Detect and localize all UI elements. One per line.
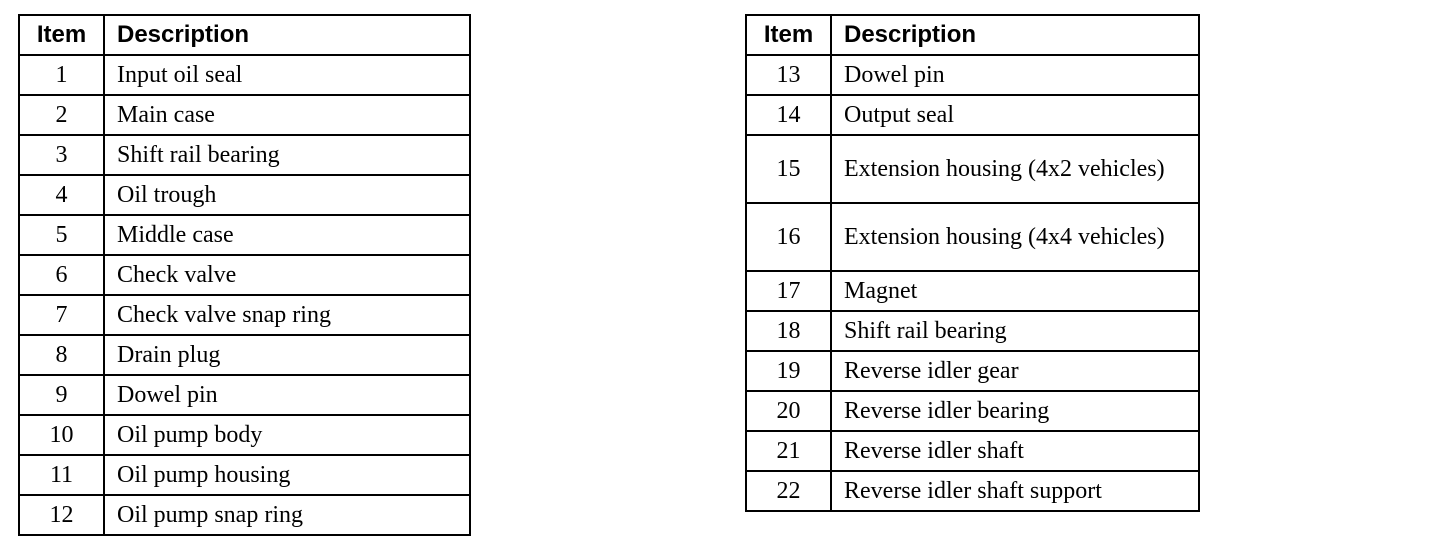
table-row [746,55,1199,95]
table-row [19,255,470,295]
item-description: Extension housing (4x4 vehicles) [831,203,1199,271]
item-description: Oil trough [104,175,470,215]
table-row [19,215,470,255]
item-description: Oil pump body [104,415,470,455]
item-number: 20 [746,391,831,431]
table-row [746,351,1199,391]
table-row [746,95,1199,135]
table-row [746,471,1199,511]
item-number: 18 [746,311,831,351]
item-number: 5 [19,215,104,255]
item-description: Reverse idler shaft support [831,471,1199,511]
table-header-row [746,15,1199,55]
item-number: 16 [746,203,831,271]
item-description: Check valve snap ring [104,295,470,335]
item-description: Extension housing (4x2 vehicles) [831,135,1199,203]
item-number: 12 [19,495,104,535]
item-number: 10 [19,415,104,455]
item-number: 1 [19,55,104,95]
item-description: Input oil seal [104,55,470,95]
table-row [746,135,1199,203]
table-row [19,415,470,455]
item-description: Check valve [104,255,470,295]
description-column-header: Description [831,15,1199,55]
table-row [746,311,1199,351]
item-description: Dowel pin [831,55,1199,95]
table-row [19,95,470,135]
table-row [746,391,1199,431]
item-description: Shift rail bearing [104,135,470,175]
item-column-header: Item [19,15,104,55]
item-number: 14 [746,95,831,135]
item-number: 6 [19,255,104,295]
item-number: 11 [19,455,104,495]
item-description: Magnet [831,271,1199,311]
item-number: 7 [19,295,104,335]
table-row [19,135,470,175]
item-number: 8 [19,335,104,375]
description-column-header: Description [104,15,470,55]
item-description: Drain plug [104,335,470,375]
table-row [19,175,470,215]
item-column-header: Item [746,15,831,55]
table-row [19,455,470,495]
item-description: Main case [104,95,470,135]
parts-table-right [745,14,1200,512]
table-row [746,271,1199,311]
table-row [19,335,470,375]
item-number: 13 [746,55,831,95]
item-number: 3 [19,135,104,175]
table-row [746,431,1199,471]
table-row [19,495,470,535]
item-description: Reverse idler shaft [831,431,1199,471]
item-number: 21 [746,431,831,471]
table-row [19,295,470,335]
item-number: 4 [19,175,104,215]
parts-table-left [18,14,471,536]
item-number: 15 [746,135,831,203]
item-description: Reverse idler gear [831,351,1199,391]
item-number: 22 [746,471,831,511]
item-description: Oil pump snap ring [104,495,470,535]
item-number: 19 [746,351,831,391]
item-number: 17 [746,271,831,311]
table-row [746,203,1199,271]
item-number: 2 [19,95,104,135]
item-description: Oil pump housing [104,455,470,495]
item-description: Dowel pin [104,375,470,415]
item-description: Output seal [831,95,1199,135]
table-header-row [19,15,470,55]
item-description: Reverse idler bearing [831,391,1199,431]
item-number: 9 [19,375,104,415]
item-description: Shift rail bearing [831,311,1199,351]
table-row [19,55,470,95]
table-row [19,375,470,415]
item-description: Middle case [104,215,470,255]
